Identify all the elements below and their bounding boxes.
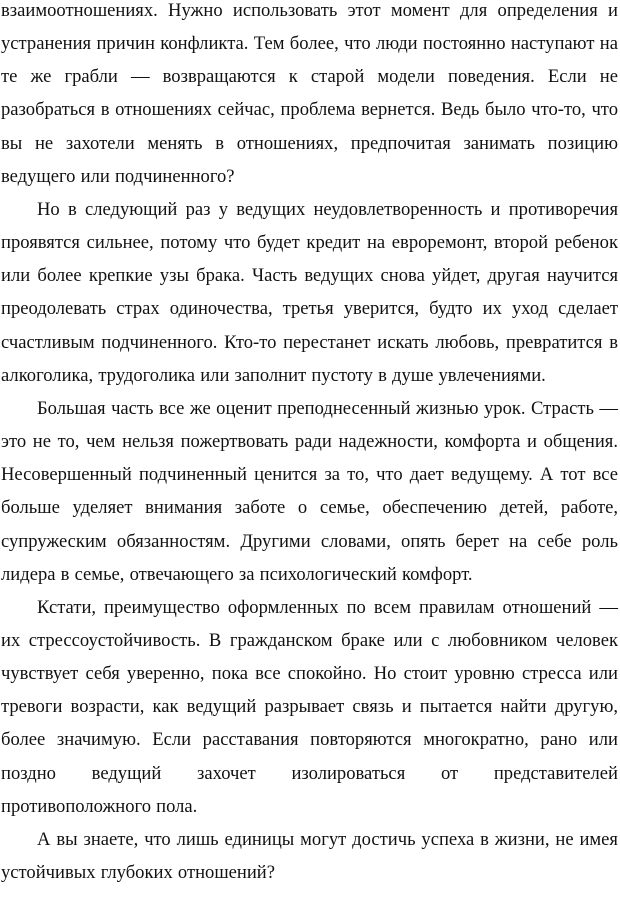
- paragraph-2: Но в следующий раз у ведущих неудовлетворенность и противоречия проявятся сильнее, потому что будет кредит на евроремонт, второй ребенок или более крепкие узы брака. Часть ведущих снова уйдет, другая научится преодолевать страх одиночества, третья уверится, будто их уход сделает счастливым подчиненного. Кто-то перестанет искать любовь, превратится в алкоголика, трудоголика или заполнит пустоту в душе увлечениями.: [1, 198, 618, 386]
- paragraph-5: А вы знаете, что лишь единицы могут достичь успеха в жизни, не имея устойчивых глубоких отношений?: [1, 828, 618, 884]
- paragraph-1: взаимоотношениях. Нужно использовать этот момент для определения и устранения причин конфликта. Тем более, что люди постоянно наступают на те же грабли — возвращаются к старой модели поведения. Если не разобраться в отношениях сейчас, проблема вернется. Ведь было что-то, что вы не захотели менять в отношениях, предпочитая занимать позицию ведущего или подчиненного?: [1, 0, 618, 187]
- paragraph-3: Большая часть все же оценит преподнесенный жизнью урок. Страсть — это не то, чем нельзя пожертвовать ради надежности, комфорта и общения. Несовершенный подчиненный ценится за то, что дает ведущему. А тот все больше уделяет внимания заботе о семье, обеспечению детей, работе, супружеским обязанностям. Другими словами, опять берет на себе роль лидера в семье, отвечающего за психологический комфорт.: [1, 397, 618, 585]
- paragraph-4: Кстати, преимущество оформленных по всем правилам отношений — их стрессоустойчивость. В гражданском браке или с любовником человек чувствует себя уверенно, пока все спокойно. Но стоит уровню стресса или тревоги возрасти, как ведущий разрывает связь и пытается найти другую, более значимую. Если расставания повторяются многократно, рано или поздно ведущий захочет изолироваться от представителей противоположного пола.: [1, 596, 618, 817]
